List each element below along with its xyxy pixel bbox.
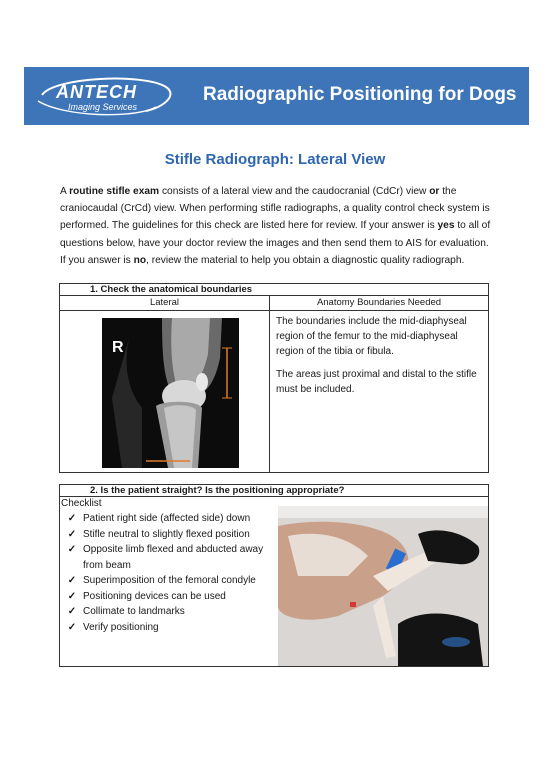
checklist-item-label: Collimate to landmarks [83, 606, 185, 617]
intro-text: , review the material to help you obtain a diagnostic quality radiograph. [146, 254, 465, 266]
column-header-boundaries: Anatomy Boundaries Needed [316, 297, 442, 308]
checklist-item [61, 542, 274, 573]
checklist-item-label: Verify positioning [83, 621, 159, 633]
checklist-item [61, 604, 274, 620]
intro-text: A [60, 186, 70, 197]
boundaries-text-1: The boundaries include the mid-diaphyseal region of the femur to the mid-diaphyseal region of the tibia or fibula. [276, 316, 467, 357]
checklist-item [61, 620, 274, 636]
xray-cell [60, 311, 270, 473]
antech-logo [34, 73, 184, 119]
intro-bold: or [429, 186, 440, 197]
intro-text: to all of questions below, have your doctor review the images and then send them to AIS for evaluation. If you answer is [60, 220, 491, 266]
banner-title: Radiographic Positioning for Dogs [203, 84, 517, 105]
dog-positioning-photo [278, 506, 488, 666]
xray-side-marker: R [112, 339, 124, 356]
checkmark-icon: ✓ [67, 513, 77, 524]
positioning-section [59, 484, 489, 667]
section-heading: 1. Check the anatomical boundaries [60, 284, 488, 296]
column-header-lateral: Lateral [60, 296, 270, 310]
logo-subtitle: Imaging Services [68, 102, 138, 112]
checklist-item [61, 511, 274, 527]
intro-bold: yes [437, 220, 455, 232]
checkmark-icon: ✓ [67, 606, 77, 617]
checklist-title: Checklist [61, 498, 102, 509]
checklist-item-label: Positioning devices can be used [83, 590, 226, 602]
section-heading: 2. Is the patient straight? Is the positioning appropriate? [60, 485, 488, 497]
checklist-item [61, 527, 274, 543]
checklist-items [61, 511, 274, 635]
intro-paragraph [60, 183, 495, 269]
checklist-item-label: Superimposition of the femoral condyle [83, 575, 256, 586]
checklist-item [61, 589, 274, 605]
table-header [60, 296, 488, 311]
checklist-item-label: Patient right side (affected side) down [83, 513, 251, 524]
checkmark-icon: ✓ [67, 528, 77, 540]
boundaries-text-cell [270, 311, 488, 473]
checklist-item [61, 573, 274, 589]
checkmark-icon: ✓ [67, 590, 77, 602]
anatomical-boundaries-section [59, 283, 489, 473]
checklist-item-label: Opposite limb flexed and abducted away from beam [83, 544, 264, 571]
checklist [60, 497, 274, 667]
intro-bold: routine stifle exam [69, 186, 160, 197]
checkmark-icon: ✓ [67, 544, 77, 555]
table-row [60, 311, 488, 473]
page-title: Stifle Radiograph: Lateral View [164, 151, 386, 168]
logo-name: ANTECH [56, 82, 137, 102]
intro-text: consists of a lateral view and the caudocranial (CdCr) view [159, 186, 430, 197]
intro-bold: no [133, 254, 147, 266]
intro-text: the craniocaudal (CrCd) view. When performing stifle radiographs, a quality control check system is performed. The guidelines for this check are listed here for review. If your answer is [60, 186, 490, 232]
boundaries-text-2: The areas just proximal and distal to the stifle must be included. [276, 369, 477, 395]
checklist-item-label: Stifle neutral to slightly flexed position [83, 528, 250, 540]
checkmark-icon: ✓ [67, 621, 77, 633]
checkmark-icon: ✓ [67, 575, 77, 586]
header-banner [24, 67, 529, 125]
